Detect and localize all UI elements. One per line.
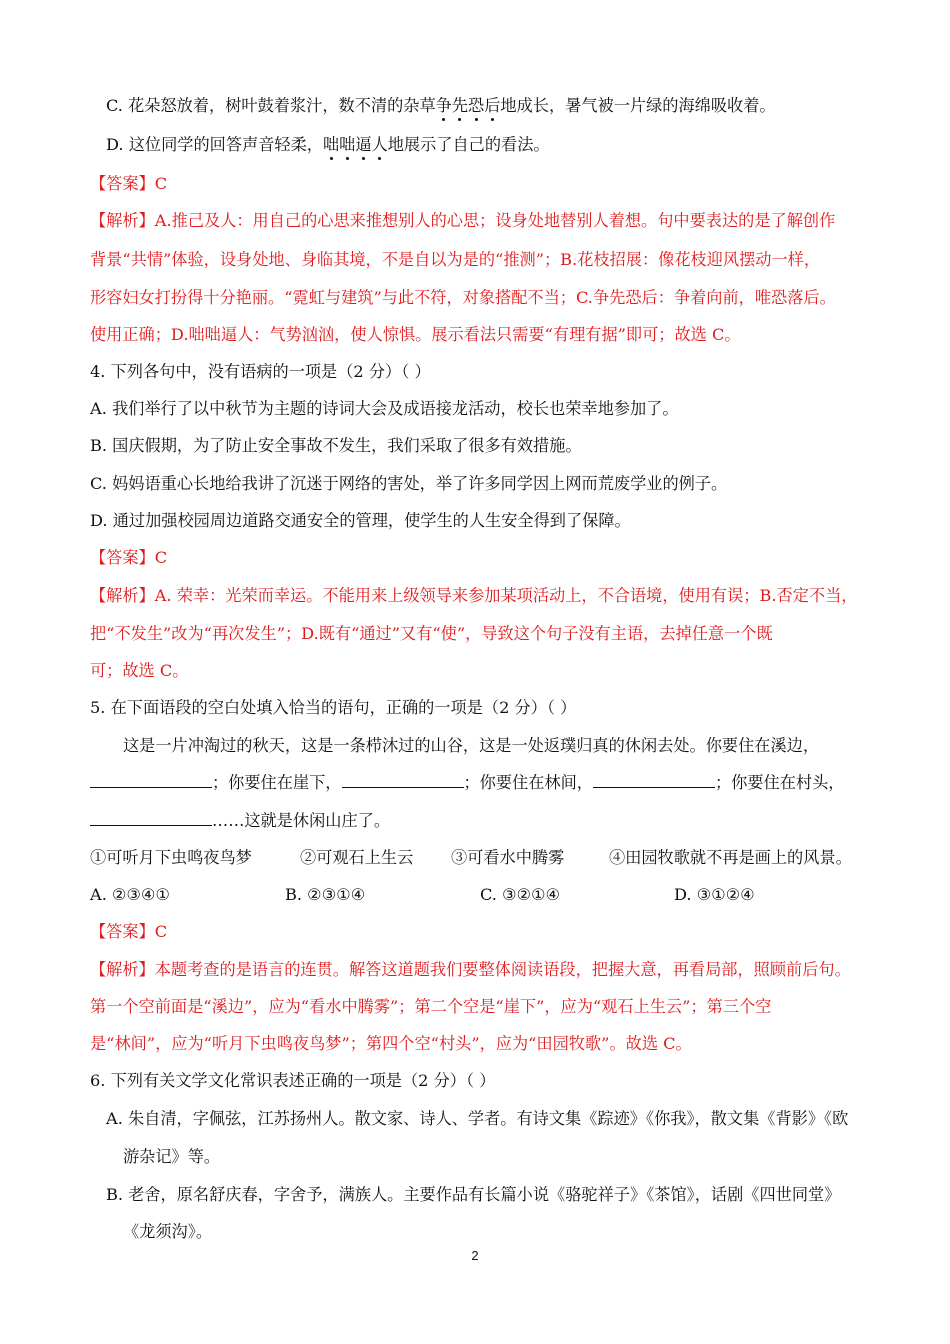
analysis-label: 【解析】: [90, 586, 155, 605]
q3-option-c: C. 花朵怒放着，树叶鼓着浆汁，数不清的杂草争先恐后地成长，暑气被一片绿的海绵吸收着。: [106, 96, 776, 115]
q5-answer: 【答案】C: [90, 922, 168, 941]
q5-analysis-line: 【解析】本题考查的是语言的连贯。解答这道题我们要整体阅读语段，把握大意，再看局部，照顾前后句。: [90, 960, 851, 979]
q4-analysis-line: 【解析】A. 荣幸：光荣而幸运。不能用来上级领导来参加某项活动上，不合语境，使用有误；B.否定不当，: [90, 586, 858, 605]
q3-analysis-line: 背景“共情”体验，设身处地、身临其境，不是自以为是的“推测”；B.花枝招展：像花枝迎风摆动一样，: [90, 250, 821, 269]
q5-item-1: ①可听月下虫鸣夜鸟梦: [90, 848, 252, 867]
q5-item-3: ③可看水中腾雾: [451, 848, 565, 867]
q3-analysis-line: 形容妇女打扮得十分艳丽。“霓虹与建筑”与此不符，对象搭配不当；C.争先恐后：争着向前，唯恐落后。: [90, 288, 836, 307]
q5-passage: 这是一片冲淘过的秋天，这是一条栉沐过的山谷，这是一处返璞归真的休闲去处。你要住在溪边，: [123, 736, 820, 755]
q4-option-b: B. 国庆假期，为了防止安全事故不发生，我们采取了很多有效措施。: [90, 436, 582, 455]
dotted-char: 逼: [355, 135, 372, 154]
q5-stem: 5. 在下面语段的空白处填入恰当的语句，正确的一项是（2 分）（ ）: [90, 698, 577, 717]
q5-option-c: C. ③②①④: [480, 885, 561, 904]
fill-blank: [593, 773, 715, 788]
dotted-char: 咄: [322, 135, 340, 154]
q5-passage-end: ……这就是休闲山庄了。: [90, 811, 390, 831]
dotted-char: 恐: [468, 96, 485, 115]
q5-passage-blanks: ；你要住在崖下， ；你要住在林间， ；你要住在村头，: [90, 773, 845, 793]
dotted-char: 争: [435, 96, 452, 115]
q6-option-a-cont: 游杂记》等。: [123, 1147, 221, 1166]
analysis-label: 【解析】: [90, 960, 155, 979]
q4-answer: 【答案】C: [90, 548, 168, 567]
q5-option-a: A. ②③④①: [90, 885, 171, 904]
q4-analysis-line: 可；故选 C。: [90, 661, 189, 680]
q6-stem: 6. 下列有关文学文化常识表述正确的一项是（2 分）（ ）: [90, 1071, 496, 1090]
q6-option-a: A. 朱自清，字佩弦，江苏扬州人。散文家、诗人、学者。有诗文集《踪迹》《你我》，散文集《背影》《欧: [106, 1109, 849, 1128]
analysis-label: 【解析】: [90, 211, 155, 230]
fill-blank: [90, 773, 212, 788]
q5-option-d: D. ③①②④: [674, 885, 755, 904]
dotted-char: 咄: [339, 135, 356, 154]
q3-answer: 【答案】C: [90, 174, 168, 193]
q5-analysis-line: 是“林间”，应为“听月下虫鸣夜鸟梦”；第四个空“村头”，应为“田园牧歌”。故选 C。: [90, 1034, 692, 1053]
q4-analysis-line: 把“不发生”改为“再次发生”；D.既有“通过”又有“使”，导致这个句子没有主语，去掉任意一个既: [90, 624, 773, 643]
dotted-char: 后: [484, 96, 501, 115]
q3-analysis-line: 【解析】A.推己及人：用自己的心思来推想别人的心思；设身处地替别人着想。句中要表达的是了解创作: [90, 211, 836, 230]
q4-stem: 4. 下列各句中，没有语病的一项是（2 分）（ ）: [90, 362, 431, 381]
q6-option-b-cont: 《龙须沟》。: [123, 1222, 213, 1241]
q6-option-b: B. 老舍，原名舒庆春，字舍予，满族人。主要作品有长篇小说《骆驼祥子》《茶馆》，话剧《四世同堂》: [106, 1185, 841, 1204]
fill-blank: [90, 811, 212, 826]
fill-blank: [342, 773, 464, 788]
q5-option-b: B. ②③①④: [285, 885, 366, 904]
q5-item-2: ②可观石上生云: [300, 848, 414, 867]
dotted-char: 人: [371, 135, 388, 154]
q4-option-d: D. 通过加强校园周边道路交通安全的管理，使学生的人生安全得到了保障。: [90, 511, 631, 530]
q3-option-d: D. 这位同学的回答声音轻柔，咄咄逼人地展示了自己的看法。: [106, 135, 550, 154]
q4-option-c: C. 妈妈语重心长地给我讲了沉迷于网络的害处，举了许多同学因上网而荒废学业的例子。: [90, 474, 728, 493]
q4-option-a: A. 我们举行了以中秋节为主题的诗词大会及成语接龙活动，校长也荣幸地参加了。: [90, 399, 679, 418]
q5-item-4: ④田园牧歌就不再是画上的风景。: [609, 848, 852, 867]
q5-analysis-line: 第一个空前面是“溪边”，应为“看水中腾雾”；第二个空是“崖下”，应为“观石上生云”；第三个空: [90, 997, 772, 1016]
q3-analysis-line: 使用正确；D.咄咄逼人：气势汹汹，使人惊惧。展示看法只需要“有理有据”即可；故选 C。: [90, 325, 741, 344]
page-number: 2: [471, 1248, 479, 1263]
dotted-char: 先: [451, 96, 469, 115]
